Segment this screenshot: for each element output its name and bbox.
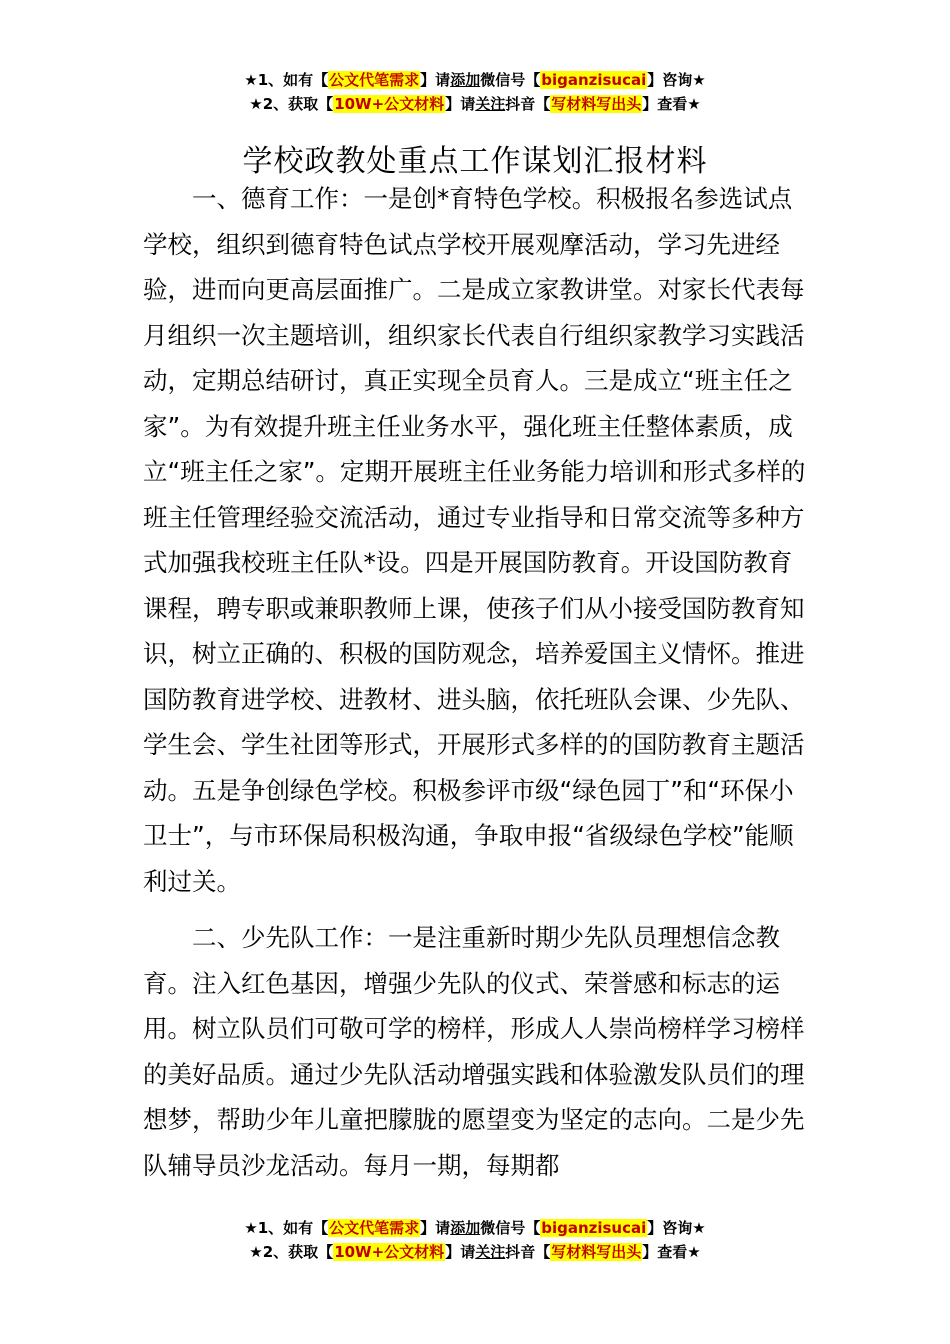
banner-highlight: 写材料写出头 [551, 1243, 642, 1261]
banner-text: 】咨询★ [647, 1219, 706, 1237]
banner-highlight: 公文代笔需求 [329, 71, 420, 89]
banner-line-2 [0, 92, 950, 116]
header-banner [0, 68, 950, 116]
banner-line-2 [0, 1240, 950, 1264]
banner-highlight: 写材料写出头 [551, 95, 642, 113]
banner-text: 】请 [420, 1219, 451, 1237]
banner-underlined: 添加 [450, 1219, 481, 1237]
paragraph-moral-education: 一、德育工作：一是创*育特色学校。积极报名参选试点学校，组织到德育特色试点学校开展观摩活动，学习先进经验，进而向更高层面推广。二是成立家教讲堂。对家长代表每月组织一次主题培训，组织家长代表自行组织家教学习实践活动，定期总结研讨，真正实现全员育人。三是成立“班主任之家”。为有效提升班主任业务水平，强化班主任整体素质，成立“班主任之家”。定期开展班主任业务能力培训和形式多样的班主任管理经验交流活动，通过专业指导和日常交流等多种方式加强我校班主任队*设。四是开展国防教育。开设国防教育课程，聘专职或兼职教师上课，使孩子们从小接受国防教育知识，树立正确的、积极的国防观念，培养爱国主义情怀。推进国防教育进学校、进教材、进头脑，依托班队会课、少先队、学生会、学生社团等形式，开展形式多样的的国防教育主题活动。五是争创绿色学校。积极参评市级“绿色园丁”和“环保小卫士”，与市环保局积极沟通，争取申报“省级绿色学校”能顺利过关。 [143, 184, 806, 896]
banner-text: 】请 [445, 1243, 476, 1261]
banner-text: 】咨询★ [647, 71, 706, 89]
banner-text: ★2、获取【 [249, 95, 334, 113]
banner-highlight: 公文代笔需求 [329, 1219, 420, 1237]
banner-text: ★2、获取【 [249, 1243, 334, 1261]
banner-text: 微信号【 [480, 71, 541, 89]
banner-text: 】查看★ [642, 1243, 701, 1261]
banner-line-1 [0, 68, 950, 92]
banner-underlined: 添加 [450, 71, 481, 89]
banner-text: 】请 [420, 71, 451, 89]
banner-text: 微信号【 [480, 1219, 541, 1237]
banner-highlight: 10W+公文材料 [334, 95, 445, 113]
banner-highlight: 10W+公文材料 [334, 1243, 445, 1261]
banner-text: 】查看★ [642, 95, 701, 113]
banner-underlined: 关注 [475, 95, 506, 113]
document-body [143, 176, 813, 1188]
paragraph-young-pioneers: 二、少先队工作：一是注重新时期少先队员理想信念教育。注入红色基因，增强少先队的仪式、荣誉感和标志的运用。树立队员们可敬可学的榜样，形成人人崇尚榜样学习榜样的美好品质。通过少先队活动增强实践和体验激发队员们的理想梦，帮助少年儿童把朦胧的愿望变为坚定的志向。二是少先队辅导员沙龙活动。每月一期，每期都 [143, 923, 805, 1180]
banner-highlight: biganzisucai [541, 71, 647, 89]
banner-text: 】请 [445, 95, 476, 113]
banner-text: 抖音【 [505, 1243, 551, 1261]
banner-text: ★1、如有【 [244, 1219, 329, 1237]
banner-highlight: biganzisucai [541, 1219, 647, 1237]
banner-underlined: 关注 [475, 1243, 506, 1261]
banner-text: 抖音【 [505, 95, 551, 113]
banner-text: ★1、如有【 [244, 71, 329, 89]
document-title: 学校政教处重点工作谋划汇报材料 [242, 144, 708, 180]
banner-line-1 [0, 1216, 950, 1240]
footer-banner [0, 1216, 950, 1264]
